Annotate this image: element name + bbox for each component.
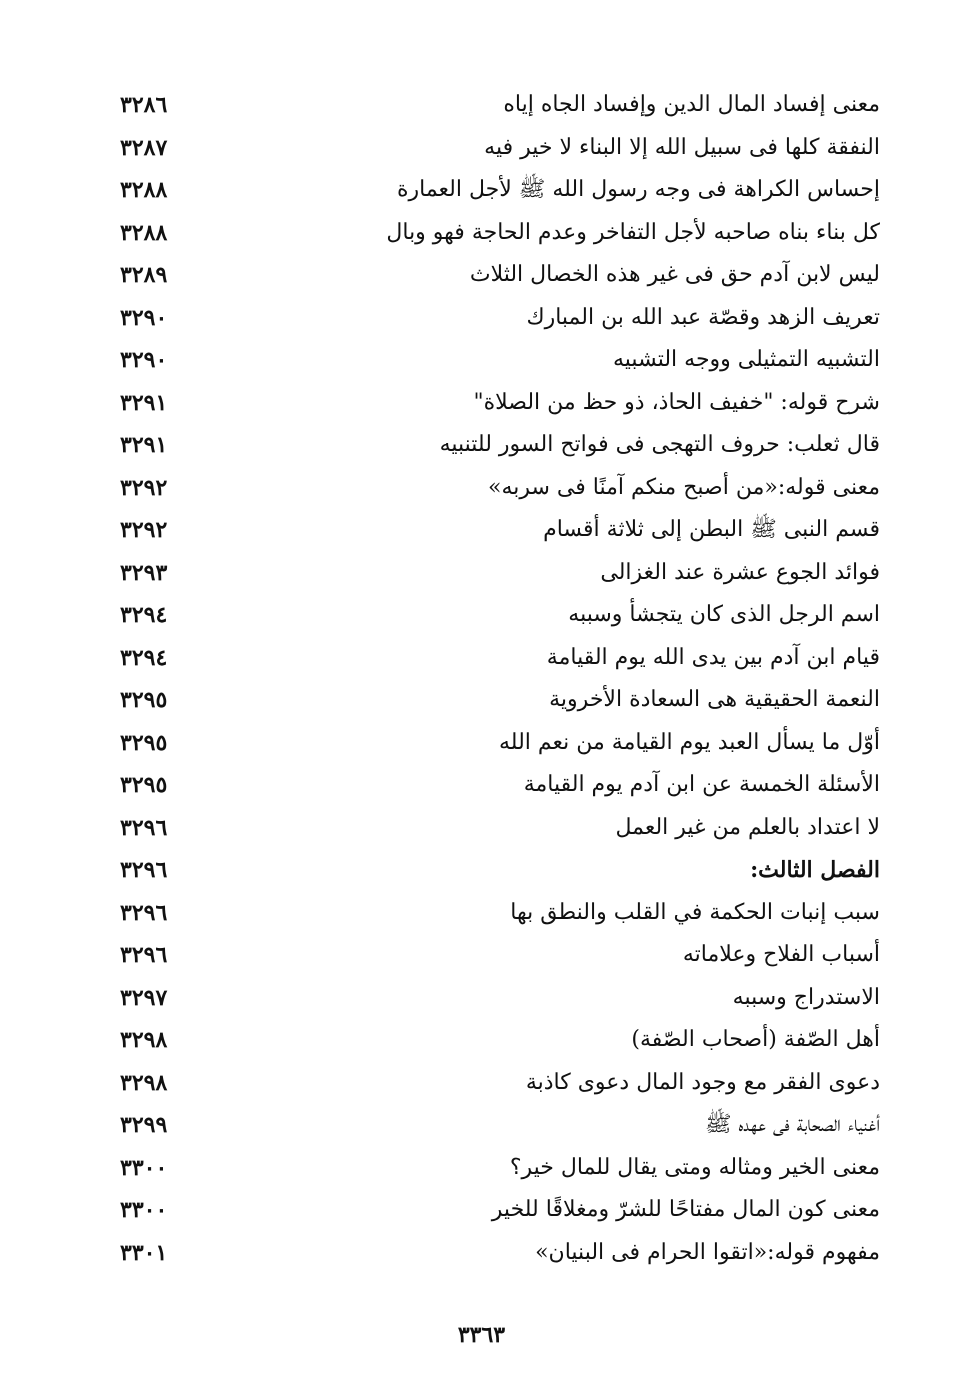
toc-entry: [120, 977, 880, 1020]
entry-page-number: ٣٢٩٨: [120, 1027, 168, 1054]
entry-page-number: ٣٢٩٢: [120, 517, 168, 544]
entry-page-number: ٣٢٨٦: [120, 92, 168, 119]
page-number: ٣٣٦٣: [457, 1322, 506, 1348]
entry-title: النفقة كلها فى سبيل الله إلا البناء لا خير فيه: [484, 134, 880, 160]
entry-title: الاستدراج وسببه: [732, 984, 880, 1010]
toc-entry: [120, 552, 880, 595]
toc-entry: [120, 339, 880, 382]
entry-title: مفهوم قوله:«اتقوا الحرام فى البنيان»: [535, 1239, 880, 1265]
toc-entry: [120, 679, 880, 722]
toc-entry: [120, 509, 880, 552]
entry-page-number: ٣٣٠١: [120, 1239, 168, 1266]
toc-entry: [120, 84, 880, 127]
entry-title: الفصل الثالث:: [750, 857, 880, 884]
toc-entry: [120, 892, 880, 935]
table-of-contents: [120, 84, 880, 1274]
entry-page-number: ٣٢٩١: [120, 432, 168, 459]
entry-title: النعمة الحقيقية هى السعادة الأخروية: [549, 687, 880, 713]
toc-entry: [120, 1104, 880, 1147]
entry-page-number: ٣٢٩٨: [120, 1069, 168, 1096]
toc-entry: [120, 254, 880, 297]
entry-title: إحساس الكراهة فى وجه رسول الله ﷺ لأجل العمارة: [396, 177, 880, 203]
entry-title: سبب إنبات الحكمة في القلب والنطق بها: [510, 899, 880, 925]
entry-title: فوائد الجوع عشرة عند الغزالى: [600, 559, 880, 585]
entry-title: أهل الصّفة (أصحاب الصّفة): [631, 1027, 880, 1053]
entry-page-number: ٣٢٩٤: [120, 644, 168, 671]
entry-page-number: ٣٢٨٨: [120, 177, 168, 204]
entry-title: أوّل ما يسأل العبد يوم القيامة من نعم الله: [499, 729, 880, 755]
toc-entry: [120, 212, 880, 255]
entry-page-number: ٣٢٩٥: [120, 772, 168, 799]
entry-title: معنى كون المال مفتاحًا للشرّ ومغلاقًا للخير: [491, 1197, 880, 1223]
entry-title: شرح قوله: "خفيف الحاذ، ذو حظ من الصلاة": [473, 389, 880, 415]
entry-page-number: ٣٢٩٠: [120, 304, 168, 331]
entry-title: كل بناء بناه صاحبه لأجل التفاخر وعدم الحاجة فهو وبال: [386, 219, 880, 245]
toc-entry: [120, 1019, 880, 1062]
entry-page-number: ٣٢٩٦: [120, 857, 168, 884]
toc-entry: [120, 764, 880, 807]
toc-entry: [120, 1232, 880, 1275]
entry-title: التشبيه التمثيلى ووجه التشبيه: [613, 347, 880, 373]
entry-title: معنى إفساد المال الدين وإفساد الجاه إياه: [503, 92, 880, 118]
toc-entry: [120, 722, 880, 765]
toc-entry: [120, 467, 880, 510]
entry-page-number: ٣٢٩٠: [120, 347, 168, 374]
entry-title: تعريف الزهد وقصّة عبد الله بن المبارك: [526, 304, 880, 330]
entry-title: دعوى الفقر مع وجود المال دعوى كاذبة: [525, 1069, 880, 1095]
entry-page-number: ٣٢٨٩: [120, 262, 168, 289]
entry-title: لا اعتداد بالعلم من غير العمل: [615, 814, 880, 840]
toc-entry: [120, 127, 880, 170]
toc-entry: [120, 1189, 880, 1232]
entry-title: معنى الخير ومثاله ومتى يقال للمال خير؟: [509, 1154, 880, 1180]
entry-page-number: ٣٢٩٥: [120, 729, 168, 756]
toc-entry: [120, 1147, 880, 1190]
toc-entry: [120, 934, 880, 977]
entry-page-number: ٣٢٩٥: [120, 687, 168, 714]
entry-page-number: ٣٢٨٨: [120, 219, 168, 246]
entry-page-number: ٣٢٩٧: [120, 984, 168, 1011]
entry-title: أغنياء الصحابة فى عهده ﷺ: [704, 1112, 880, 1138]
entry-page-number: ٣٢٩٦: [120, 899, 168, 926]
toc-entry: [120, 594, 880, 637]
entry-page-number: ٣٣٠٠: [120, 1154, 168, 1181]
entry-page-number: ٣٢٩٣: [120, 559, 168, 586]
toc-entry: [120, 169, 880, 212]
toc-entry: [120, 424, 880, 467]
entry-page-number: ٣٢٩٦: [120, 814, 168, 841]
entry-page-number: ٣٢٩٤: [120, 602, 168, 629]
entry-page-number: ٣٣٠٠: [120, 1197, 168, 1224]
entry-title: قال ثعلب: حروف التهجى فى فواتح السور للتنبيه: [439, 432, 880, 458]
entry-page-number: ٣٢٩١: [120, 389, 168, 416]
toc-entry: [120, 637, 880, 680]
entry-title: اسم الرجل الذى كان يتجشأ وسببه: [568, 602, 880, 628]
toc-entry: [120, 297, 880, 340]
entry-page-number: ٣٢٩٩: [120, 1112, 168, 1139]
toc-entry: [120, 1062, 880, 1105]
entry-page-number: ٣٢٩٦: [120, 942, 168, 969]
entry-title: قيام ابن آدم بين يدى الله يوم القيامة: [546, 644, 880, 670]
entry-page-number: ٣٢٨٧: [120, 134, 168, 161]
entry-title: ليس لابن آدم حق فى غير هذه الخصال الثلاث: [469, 262, 880, 288]
entry-title: أسباب الفلاح وعلاماته: [682, 942, 880, 968]
toc-entry: [120, 807, 880, 850]
entry-page-number: ٣٢٩٢: [120, 474, 168, 501]
entry-title: الأسئلة الخمسة عن ابن آدم يوم القيامة: [523, 772, 880, 798]
toc-entry: [120, 382, 880, 425]
entry-title: قسم النبى ﷺ البطن إلى ثلاثة أقسام: [543, 517, 880, 543]
toc-section-heading: [120, 849, 880, 892]
entry-title: معنى قوله:«من أصبح منكم آمنًا فى سربه»: [487, 474, 880, 500]
